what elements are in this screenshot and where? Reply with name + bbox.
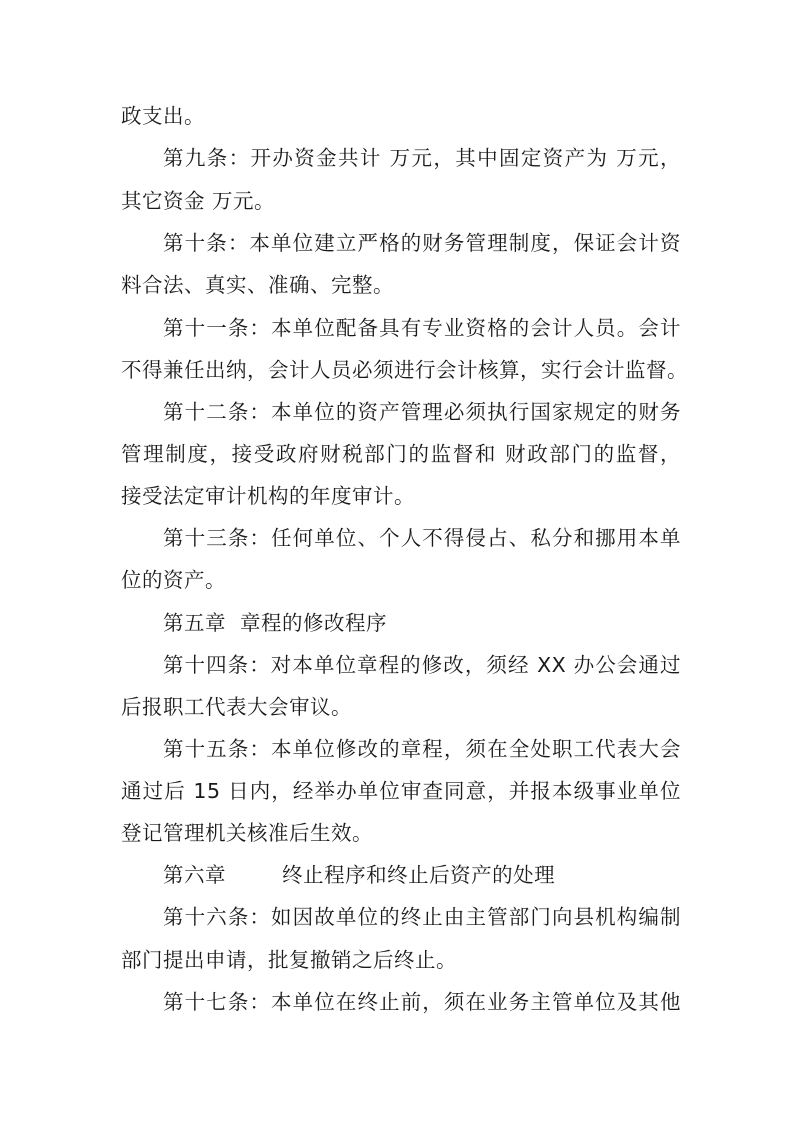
text-line: 第九条：开办资金共计 万元，其中固定资产为 万元， (163, 146, 681, 170)
text-line: 政支出。 (121, 104, 205, 128)
text-line: 料合法、真实、准确、完整。 (121, 273, 394, 297)
chapter-heading: 第六章 终止程序和终止后资产的处理 (163, 863, 556, 887)
text-line: 不得兼任出纳，会计人员必须进行会计核算，实行会计监督。 (121, 358, 688, 382)
text-line: 第十七条：本单位在终止前，须在业务主管单位及其他 (163, 990, 681, 1014)
text-line: 第十三条：任何单位、个人不得侵占、私分和挪用本单 (163, 526, 681, 550)
text-line: 第十一条：本单位配备具有专业资格的会计人员。会计 (163, 316, 681, 340)
text-line: 第十二条：本单位的资产管理必须执行国家规定的财务 (163, 400, 681, 424)
text-line: 第十四条：对本单位章程的修改，须经 XX 办公会通过 (163, 653, 681, 677)
text-line: 管理制度，接受政府财税部门的监督和 财政部门的监督， (121, 442, 681, 466)
text-line: 接受法定审计机构的年度审计。 (121, 484, 415, 508)
text-line: 部门提出申请，批复撤销之后终止。 (121, 948, 457, 972)
chapter-heading: 第五章 章程的修改程序 (163, 611, 388, 635)
text-line: 后报职工代表大会审议。 (121, 695, 352, 719)
text-line: 位的资产。 (121, 568, 226, 592)
text-line: 第十六条：如因故单位的终止由主管部门向县机构编制 (163, 905, 681, 929)
text-line: 其它资金 万元。 (121, 189, 276, 213)
text-line: 第十五条：本单位修改的章程，须在全处职工代表大会 (163, 737, 681, 761)
text-line: 通过后 15 日内，经举办单位审查同意，并报本级事业单位 (121, 779, 681, 803)
text-line: 登记管理机关核准后生效。 (121, 821, 373, 845)
text-line: 第十条：本单位建立严格的财务管理制度，保证会计资 (163, 231, 681, 255)
